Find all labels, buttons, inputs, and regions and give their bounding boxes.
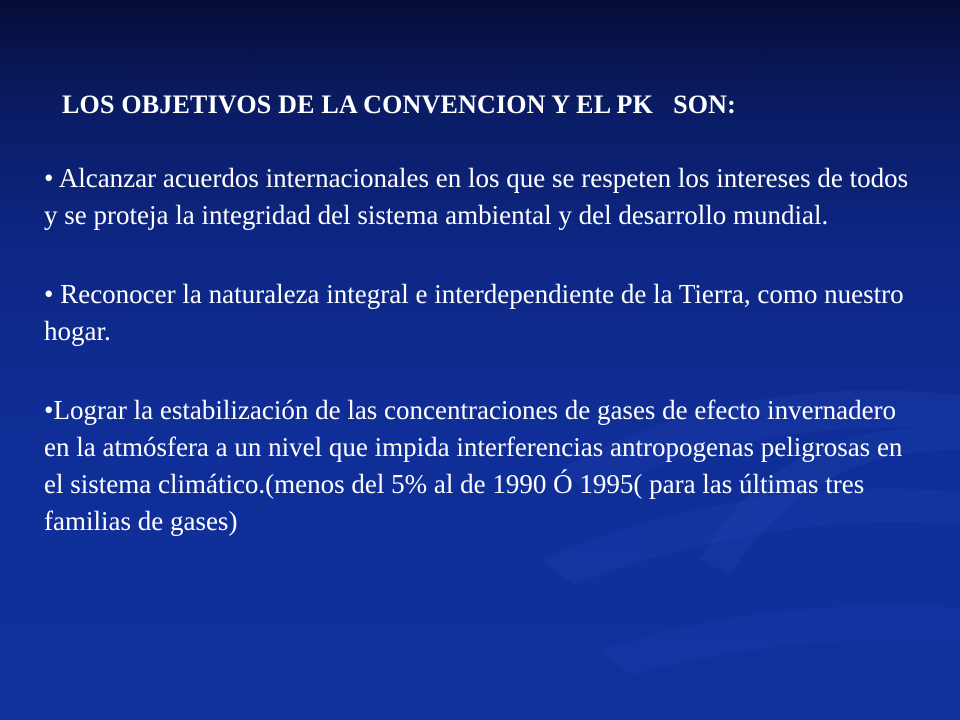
objective-item: • Alcanzar acuerdos internacionales en los que se respeten los intereses de todos y se proteja la integridad del sistema ambiental y del desarrollo mundial. [44,163,909,230]
objective-item: •Lograr la estabilización de las concentraciones de gases de efecto invernadero en la atmósfera a un nivel que impida interferencias antropogenas peligrosas en el sistema climático.(menos del 5% al de 1990 Ó 1995( para las últimas tres familias de gases) [44,395,903,536]
slide-content [44,86,924,540]
objectives-list [44,160,924,540]
slide-title: LOS OBJETIVOS DE LA CONVENCION Y EL PK SON: [62,90,737,119]
objective-item: • Reconocer la naturaleza integral e interdependiente de la Tierra, como nuestro hogar. [44,279,904,346]
